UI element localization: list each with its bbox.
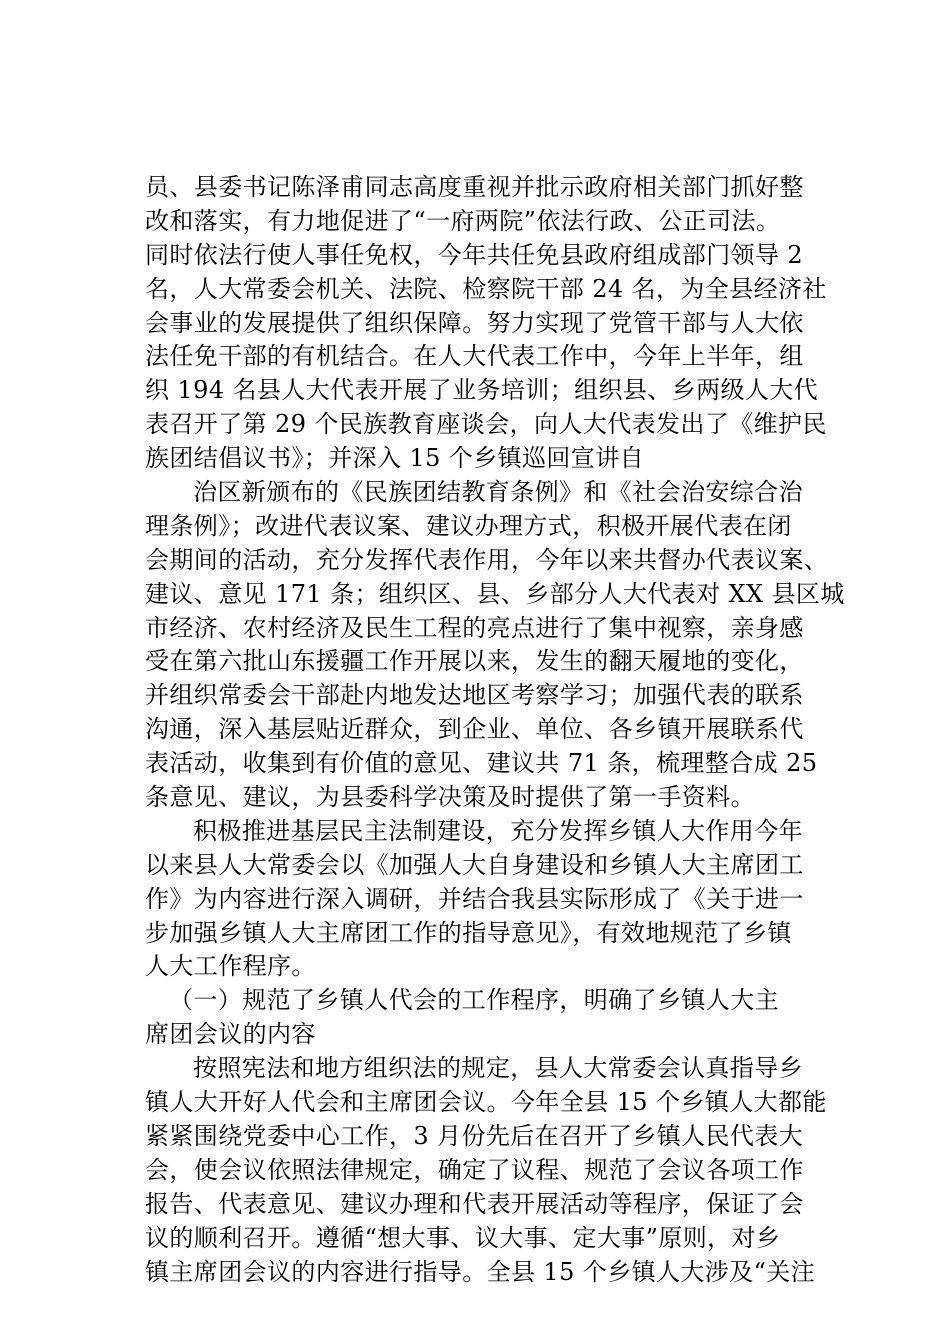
text-line: 镇主席团会议的内容进行指导。全县 15 个乡镇人大涉及“关注 (145, 1257, 816, 1286)
text-line: （一）规范了乡镇人代会的工作程序，明确了乡镇人大主 (169, 986, 779, 1015)
text-line: 治区新颁布的《民族团结教育条例》和《社会治安综合治 (193, 478, 803, 507)
text-line: 会，使会议依照法律规定，确定了议程、规范了会议各项工作 (145, 1155, 804, 1184)
text-line: 会期间的活动，充分发挥代表作用，今年以来共督办代表议案、 (145, 545, 829, 574)
text-line: 条意见、建议，为县委科学决策及时提供了第一手资料。 (145, 783, 755, 812)
text-line: 席团会议的内容 (145, 1020, 316, 1049)
text-line: 步加强乡镇人大主席团工作的指导意见》，有效地规范了乡镇 (145, 918, 792, 947)
text-line: 紧紧围绕党委中心工作，3 月份先后在召开了乡镇人民代表大 (145, 1121, 804, 1150)
text-line: 镇人大开好人代会和主席团会议。今年全县 15 个乡镇人大都能 (145, 1088, 827, 1117)
text-line: 作》为内容进行深入调研，并结合我县实际形成了《关于进一 (145, 884, 804, 913)
text-line: 法任免干部的有机结合。在人大代表工作中，今年上半年，组 (145, 342, 804, 371)
text-line: 会事业的发展提供了组织保障。努力实现了党管干部与人大依 (145, 308, 804, 337)
text-line: 沟通，深入基层贴近群众，到企业、单位、各乡镇开展联系代 (145, 715, 804, 744)
text-line: 建议、意见 171 条；组织区、县、乡部分人大代表对 XX 县区城 (145, 579, 845, 608)
text-line: 受在第六批山东援疆工作开展以来，发生的翻天履地的变化， (145, 647, 804, 676)
text-line: 并组织常委会干部赴内地发达地区考察学习；加强代表的联系 (145, 681, 804, 710)
text-line: 市经济、农村经济及民生工程的亮点进行了集中视察，亲身感 (145, 613, 804, 642)
text-line: 表召开了第 29 个民族教育座谈会，向人大代表发出了《维护民 (145, 410, 827, 439)
text-line: 织 194 名县人大代表开展了业务培训；组织县、乡两级人大代 (145, 376, 819, 405)
text-line: 按照宪法和地方组织法的规定，县人大常委会认真指导乡 (193, 1054, 803, 1083)
text-line: 报告、代表意见、建议办理和代表开展活动等程序，保证了会 (145, 1189, 804, 1218)
text-line: 名，人大常委会机关、法院、检察院干部 24 名，为全县经济社 (145, 274, 827, 303)
text-line: 理条例》；改进代表议案、建议办理方式，积极开展代表在闭 (145, 511, 792, 540)
text-line: 积极推进基层民主法制建设，充分发挥乡镇人大作用今年 (193, 816, 803, 845)
text-line: 改和落实，有力地促进了“一府两院”依法行政、公正司法。 (145, 206, 781, 235)
text-line: 同时依法行使人事任免权，今年共任免县政府组成部门领导 2 (145, 240, 804, 269)
text-line: 表活动，收集到有价值的意见、建议共 71 条，梳理整合成 25 (145, 749, 818, 778)
text-line: 员、县委书记陈泽甫同志高度重视并批示政府相关部门抓好整 (145, 173, 804, 201)
text-line: 以来县人大常委会以《加强人大自身建设和乡镇人大主席团工 (145, 850, 804, 879)
text-line: 人大工作程序。 (145, 952, 316, 981)
text-line: 议的顺利召开。遵循“想大事、议大事、定大事”原则，对乡 (145, 1223, 781, 1252)
text-line: 族团结倡议书》；并深入 15 个乡镇巡回宣讲自 (145, 444, 644, 473)
body-text (145, 171, 845, 1289)
